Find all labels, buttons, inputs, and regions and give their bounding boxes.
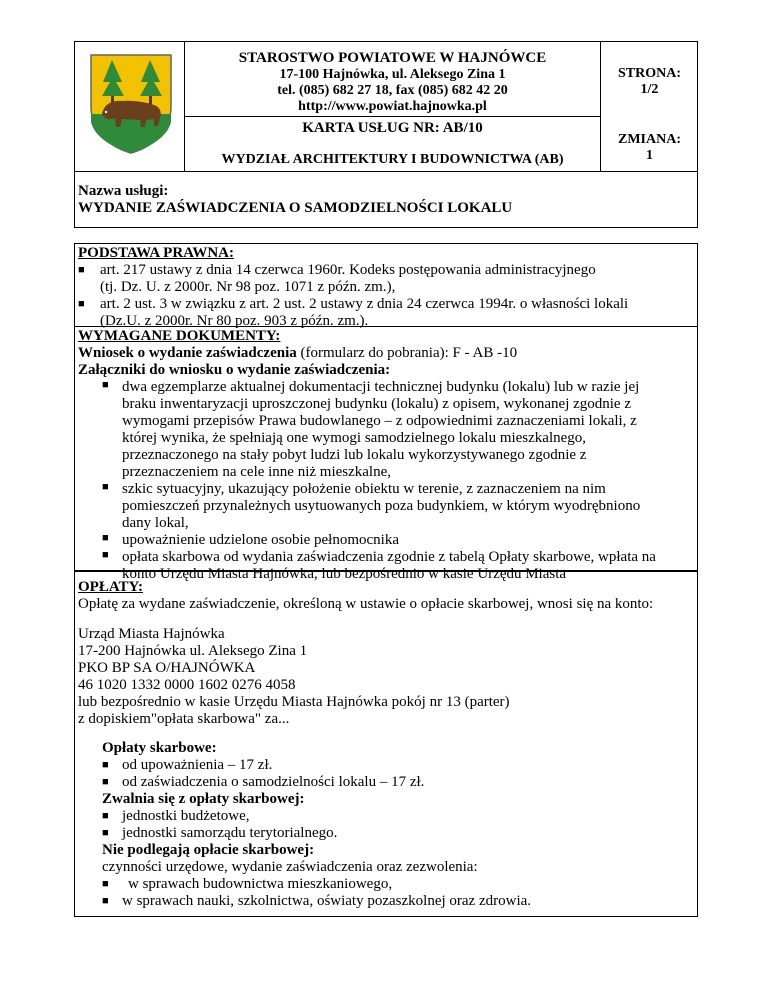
office-address: 17-100 Hajnówka, ul. Aleksego Zina 1 [279,67,506,82]
office-name: STAROSTWO POWIATOWE W HAJNÓWCE [238,50,547,66]
coat-of-arms-logo [88,52,174,156]
bullet-icon: ■ [102,759,109,771]
bullet-icon: ■ [102,810,109,822]
fee-details [78,740,694,910]
page-label: STRONA: [617,66,681,81]
attachment-item: ■ upoważnienie udzielone osobie pełnomocnika [102,532,399,548]
bullet-icon: ■ [102,827,109,839]
legal-basis-item-cont: (tj. Dz. U. z 2000r. Nr 98 poz. 1071 z późn. zm.), [100,279,396,295]
exempt-item: ■ jednostki budżetowe, [102,808,250,824]
bullet-icon: ■ [102,895,109,907]
legal-basis-item: ■ art. 217 ustawy z dnia 14 czerwca 1960r. Kodeks postępowania administracyjnego [78,262,596,278]
application-form-line [78,345,517,362]
attachment-item: ■ szkic sytuacyjny, ukazujący położenie obiektu w terenie, z zaznaczeniem na nim pomieszczeń przynależnych usytuowanych poza budynkiem, w którym wyodrębniono dany lokal, [102,481,641,531]
bullet-icon: ■ [78,264,85,276]
bullet-icon: ■ [102,878,109,890]
not-subject-label: Nie podlegają opłacie skarbowej: [102,842,315,858]
page-value: 1/2 [640,82,659,97]
card-number: KARTA USŁUG NR: AB/10 [302,120,483,136]
application-name: Wniosek o wydanie zaświadczenia [78,345,297,361]
stamp-fees-label: Opłaty skarbowe: [102,740,217,756]
change-value: 1 [646,148,653,163]
not-subject-item: ■ w sprawach nauki, szkolnictwa, oświaty pozaszkolnej oraz zdrowia. [102,893,532,909]
stamp-fee-item: ■ od zaświadczenia o samodzielności lokalu – 17 zł. [102,774,425,790]
change-label: ZMIANA: [618,132,681,147]
legal-basis-list [78,262,694,330]
header-divider-mid [184,116,600,117]
fees-title: OPŁATY: [78,579,144,595]
bullet-icon: ■ [78,298,85,310]
account-number: 46 1020 1332 0000 1602 0276 4058 [78,677,296,693]
attachments-list [80,379,696,583]
legal-basis-item: ■ art. 2 ust. 3 w związku z art. 2 ust. 2 ustawy z dnia 24 czerwca 1994r. o własności lokali [78,296,629,312]
bullet-icon: ■ [102,776,109,788]
stamp-fee-item: ■ od upoważnienia – 17 zł. [102,757,273,773]
exempt-item: ■ jednostki samorządu terytorialnego. [102,825,338,841]
exempt-label: Zwalnia się z opłaty skarbowej: [102,791,305,807]
documents-title: WYMAGANE DOKUMENTY: [78,328,281,344]
fees-intro: Opłatę za wydane zaświadczenie, określoną w ustawie o opłacie skarbowej, wnosi się na konto: [78,596,654,612]
attachment-item: ■ dwa egzemplarze aktualnej dokumentacji technicznej budynku (lokalu) lub w razie jej braku inwentaryzacji uproszczonej budynku (lokalu) z opisem, wykonanej zgodnie z wymogami przepisów Prawa budowlanego – z odpowiednimi zaznaczeniami lokali, z której wynika, że spełniają one wymogi samodzielnego lokalu mieszkalnego, przeznaczonego na stały pobyt ludzi lub lokalu wykorzystywanego zgodnie z przeznaczeniem na cele inne niż mieszkalne, [102,379,640,480]
bullet-icon: ■ [102,532,109,544]
bullet-icon: ■ [102,379,109,391]
bank-account-block [78,626,510,728]
header-divider-bottom [74,171,698,172]
account-line: PKO BP SA O/HAJNÓWKA [78,660,256,676]
legal-basis-item-cont: (Dz.U. z 2000r. Nr 80 poz. 903 z późn. zm.). [100,313,369,329]
account-line: 17-200 Hajnówka ul. Aleksego Zina 1 [78,643,308,659]
bullet-icon: ■ [102,481,109,493]
department-name: WYDZIAŁ ARCHITEKTURY I BUDOWNICTWA (AB) [221,152,564,167]
account-line: Urząd Miasta Hajnówka [78,626,225,642]
not-subject-item: ■ w sprawach budownictwa mieszkaniowego, [102,876,393,892]
attachments-label: Załączniki do wniosku o wydanie zaświadczenia: [78,362,391,378]
office-phone-fax: tel. (085) 682 27 18, fax (085) 682 42 20 [277,83,508,98]
office-website: http://www.powiat.hajnowka.pl [298,99,487,114]
service-name: WYDANIE ZAŚWIADCZENIA O SAMODZIELNOŚCI LOKALU [78,200,513,216]
account-line: lub bezpośrednio w kasie Urzędu Miasta Hajnówka pokój nr 13 (parter) [78,694,510,710]
service-label: Nazwa usługi: [78,183,169,199]
bullet-icon: ■ [102,549,109,561]
account-line: z dopiskiem"opłata skarbowa" za... [78,711,290,727]
not-subject-intro: czynności urzędowe, wydanie zaświadczenia oraz zezwolenia: [102,859,478,875]
application-form-code: (formularz do pobrania): F - AB -10 [296,345,518,361]
legal-basis-title: PODSTAWA PRAWNA: [78,245,234,261]
attachment-item: ■ opłata skarbowa od wydania zaświadczenia zgodnie z tabelą Opłaty skarbowe, wpłata na konto Urzędu Miasta Hajnówka, lub bezpośrednio w kasie Urzędu Miasta [102,549,656,582]
